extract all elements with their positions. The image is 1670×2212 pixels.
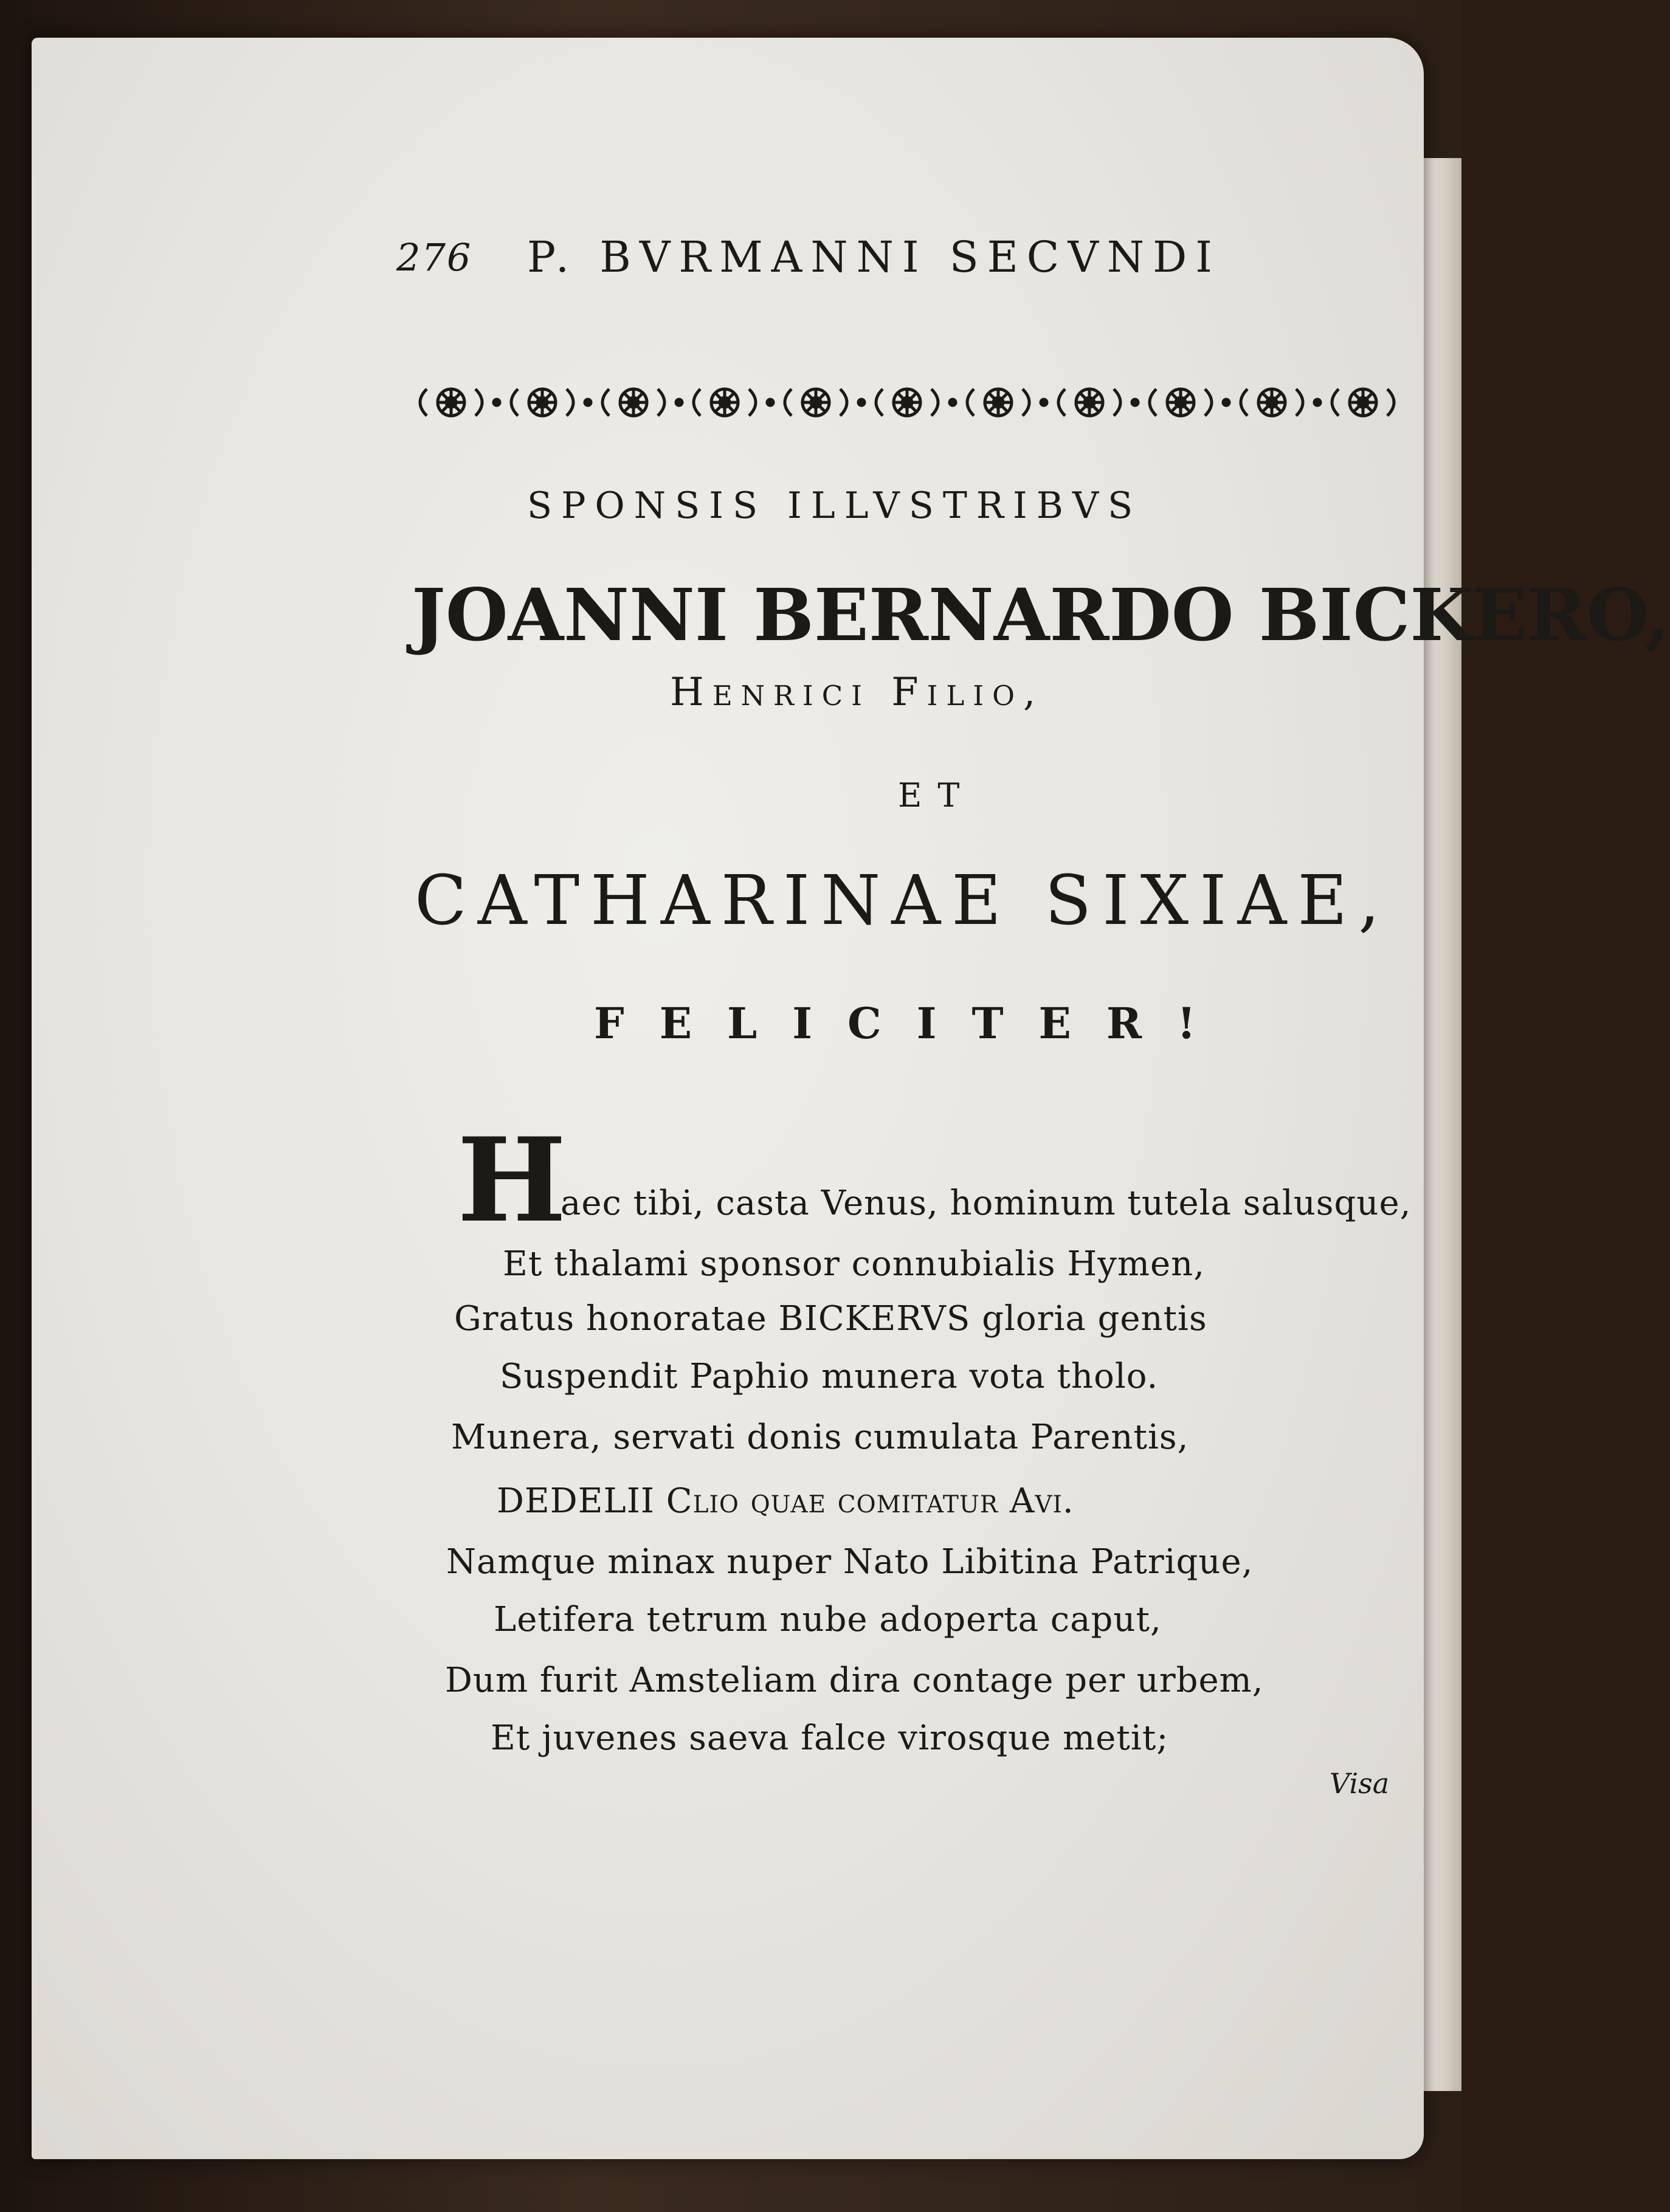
poem-line: aec tibi, casta Venus, hominum tutela salusque, <box>561 1184 1412 1223</box>
catchword: Visa <box>1330 1767 1390 1800</box>
ornament-flower-icon <box>785 389 864 416</box>
poem-line: Suspendit Paphio munera vota tholo. <box>500 1357 1159 1396</box>
poem-line: DEDELII Clio quae comitatur Avi. <box>497 1481 1074 1521</box>
page-number: 276 <box>396 235 472 280</box>
drop-cap-initial: H <box>457 1112 567 1248</box>
poem-line: Gratus honoratae BICKERVS gloria gentis <box>454 1299 1207 1339</box>
poem-line: Namque minax nuper Nato Libitina Patrique, <box>446 1542 1254 1582</box>
ornament-flower-icon <box>420 389 500 416</box>
dedication-line: SPONSIS ILLVSTRIBVS <box>527 484 1142 527</box>
wish-line: FELICITER! <box>594 998 1231 1049</box>
poem-line: Letifera tetrum nube adoperta caput, <box>494 1600 1162 1639</box>
ornament-flower-icon <box>511 389 591 416</box>
groom-subtitle: Henrici Filio, <box>670 670 1044 715</box>
ornament-flower-icon <box>1241 389 1320 416</box>
ornament-flower-icon <box>876 389 956 416</box>
ornament-flower-icon <box>967 389 1047 416</box>
ornament-flower-icon <box>602 389 682 416</box>
ornament-flower-icon <box>1058 389 1138 416</box>
ornament-flower-icon <box>1150 389 1229 416</box>
ornament-flower-icon <box>694 389 773 416</box>
poem-line: Dum furit Amsteliam dira contage per urbem, <box>445 1661 1264 1700</box>
poem-line: Et juvenes saeva falce virosque metit; <box>491 1718 1169 1758</box>
bride-name: CATHARINAE SIXIAE, <box>415 861 1391 940</box>
poem-line: Munera, servati donis cumulata Parentis, <box>451 1418 1189 1457</box>
floral-ornament-band <box>415 378 1412 427</box>
poem-line: Et thalami sponsor connubialis Hymen, <box>503 1244 1206 1284</box>
running-title: P. BVRMANNI SECVNDI <box>527 232 1221 282</box>
book-page <box>32 38 1670 2159</box>
groom-name: JOANNI BERNARDO BICKERO, <box>412 573 1670 657</box>
ornament-flower-icon <box>1332 389 1394 416</box>
conjunction: ET <box>898 776 976 815</box>
